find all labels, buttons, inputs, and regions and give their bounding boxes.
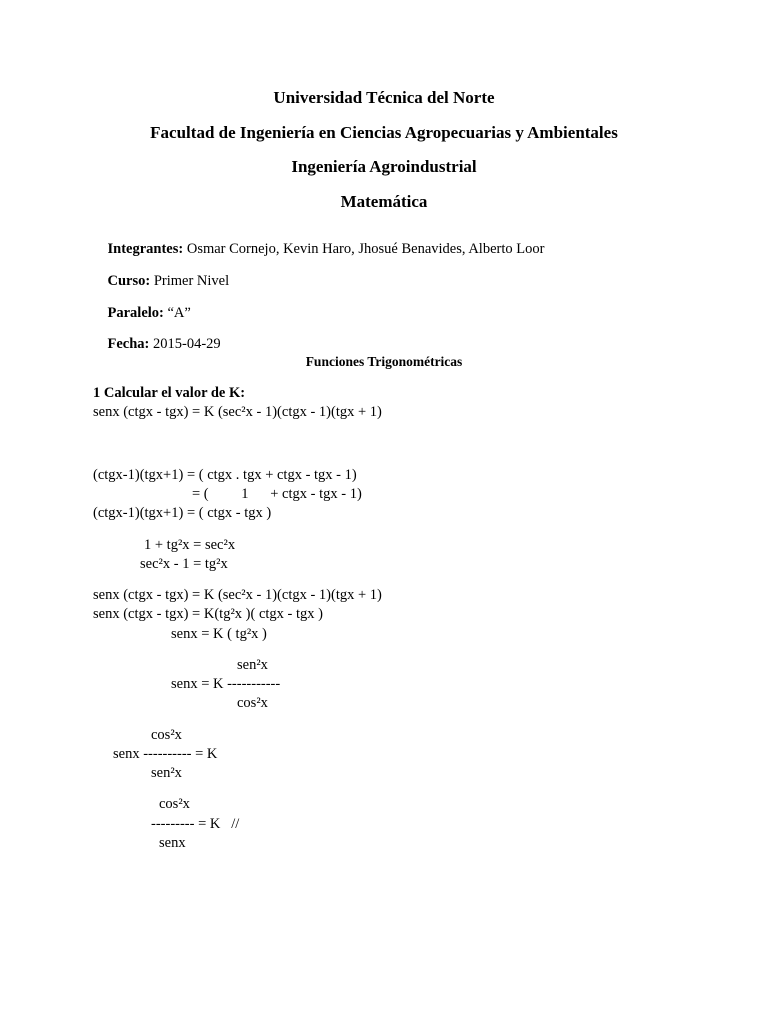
topic-title: Funciones Trigonométricas xyxy=(305,354,463,369)
fraction-numerator: sen²x xyxy=(237,657,268,673)
course-value: Primer Nivel xyxy=(150,272,230,289)
equation-line: 1 + tg²x = sec²x xyxy=(144,537,236,553)
equation-line: (ctgx-1)(tgx+1) = ( ctgx . tgx + ctgx - tgx - 1) xyxy=(93,467,357,483)
course-label: Curso: xyxy=(107,272,151,289)
equation-line: = ( 1 + ctgx - tgx - 1) xyxy=(192,486,362,502)
equation-line: sec²x - 1 = tg²x xyxy=(140,556,228,572)
equation-line: senx = K ( tg²x ) xyxy=(171,626,267,642)
faculty-title: Facultad de Ingeniería en Ciencias Agropecuarias y Ambientales xyxy=(150,123,618,142)
parallel-label: Paralelo: xyxy=(107,304,164,321)
fraction-denominator: sen²x xyxy=(151,765,182,781)
date-label: Fecha: xyxy=(107,335,150,352)
subject-title: Matemática xyxy=(340,192,428,211)
equation-line: (ctgx-1)(tgx+1) = ( ctgx - tgx ) xyxy=(93,505,272,521)
equation-line: senx (ctgx - tgx) = K (sec²x - 1)(ctgx - 1)(tgx + 1) xyxy=(93,404,382,420)
exercise-heading: 1 Calcular el valor de K: xyxy=(93,385,246,401)
equation-line: senx = K ----------- xyxy=(171,676,281,692)
fraction-numerator: cos²x xyxy=(151,727,182,743)
fraction-denominator: cos²x xyxy=(237,695,268,711)
equation-line: senx ---------- = K xyxy=(113,746,218,762)
university-title: Universidad Técnica del Norte xyxy=(273,88,495,107)
career-title: Ingeniería Agroindustrial xyxy=(291,157,477,176)
equation-line: senx (ctgx - tgx) = K(tg²x )( ctgx - tgx ) xyxy=(93,606,323,622)
fraction-denominator: senx xyxy=(159,835,186,851)
parallel-value: “A” xyxy=(163,304,191,321)
equation-line: senx (ctgx - tgx) = K (sec²x - 1)(ctgx - 1)(tgx + 1) xyxy=(93,587,382,603)
fraction-numerator: cos²x xyxy=(159,796,190,812)
members-label: Integrantes: xyxy=(107,240,184,257)
date-value: 2015-04-29 xyxy=(149,335,221,352)
final-result: --------- = K // xyxy=(151,816,240,832)
members-value: Osmar Cornejo, Kevin Haro, Jhosué Benavides, Alberto Loor xyxy=(183,240,545,257)
